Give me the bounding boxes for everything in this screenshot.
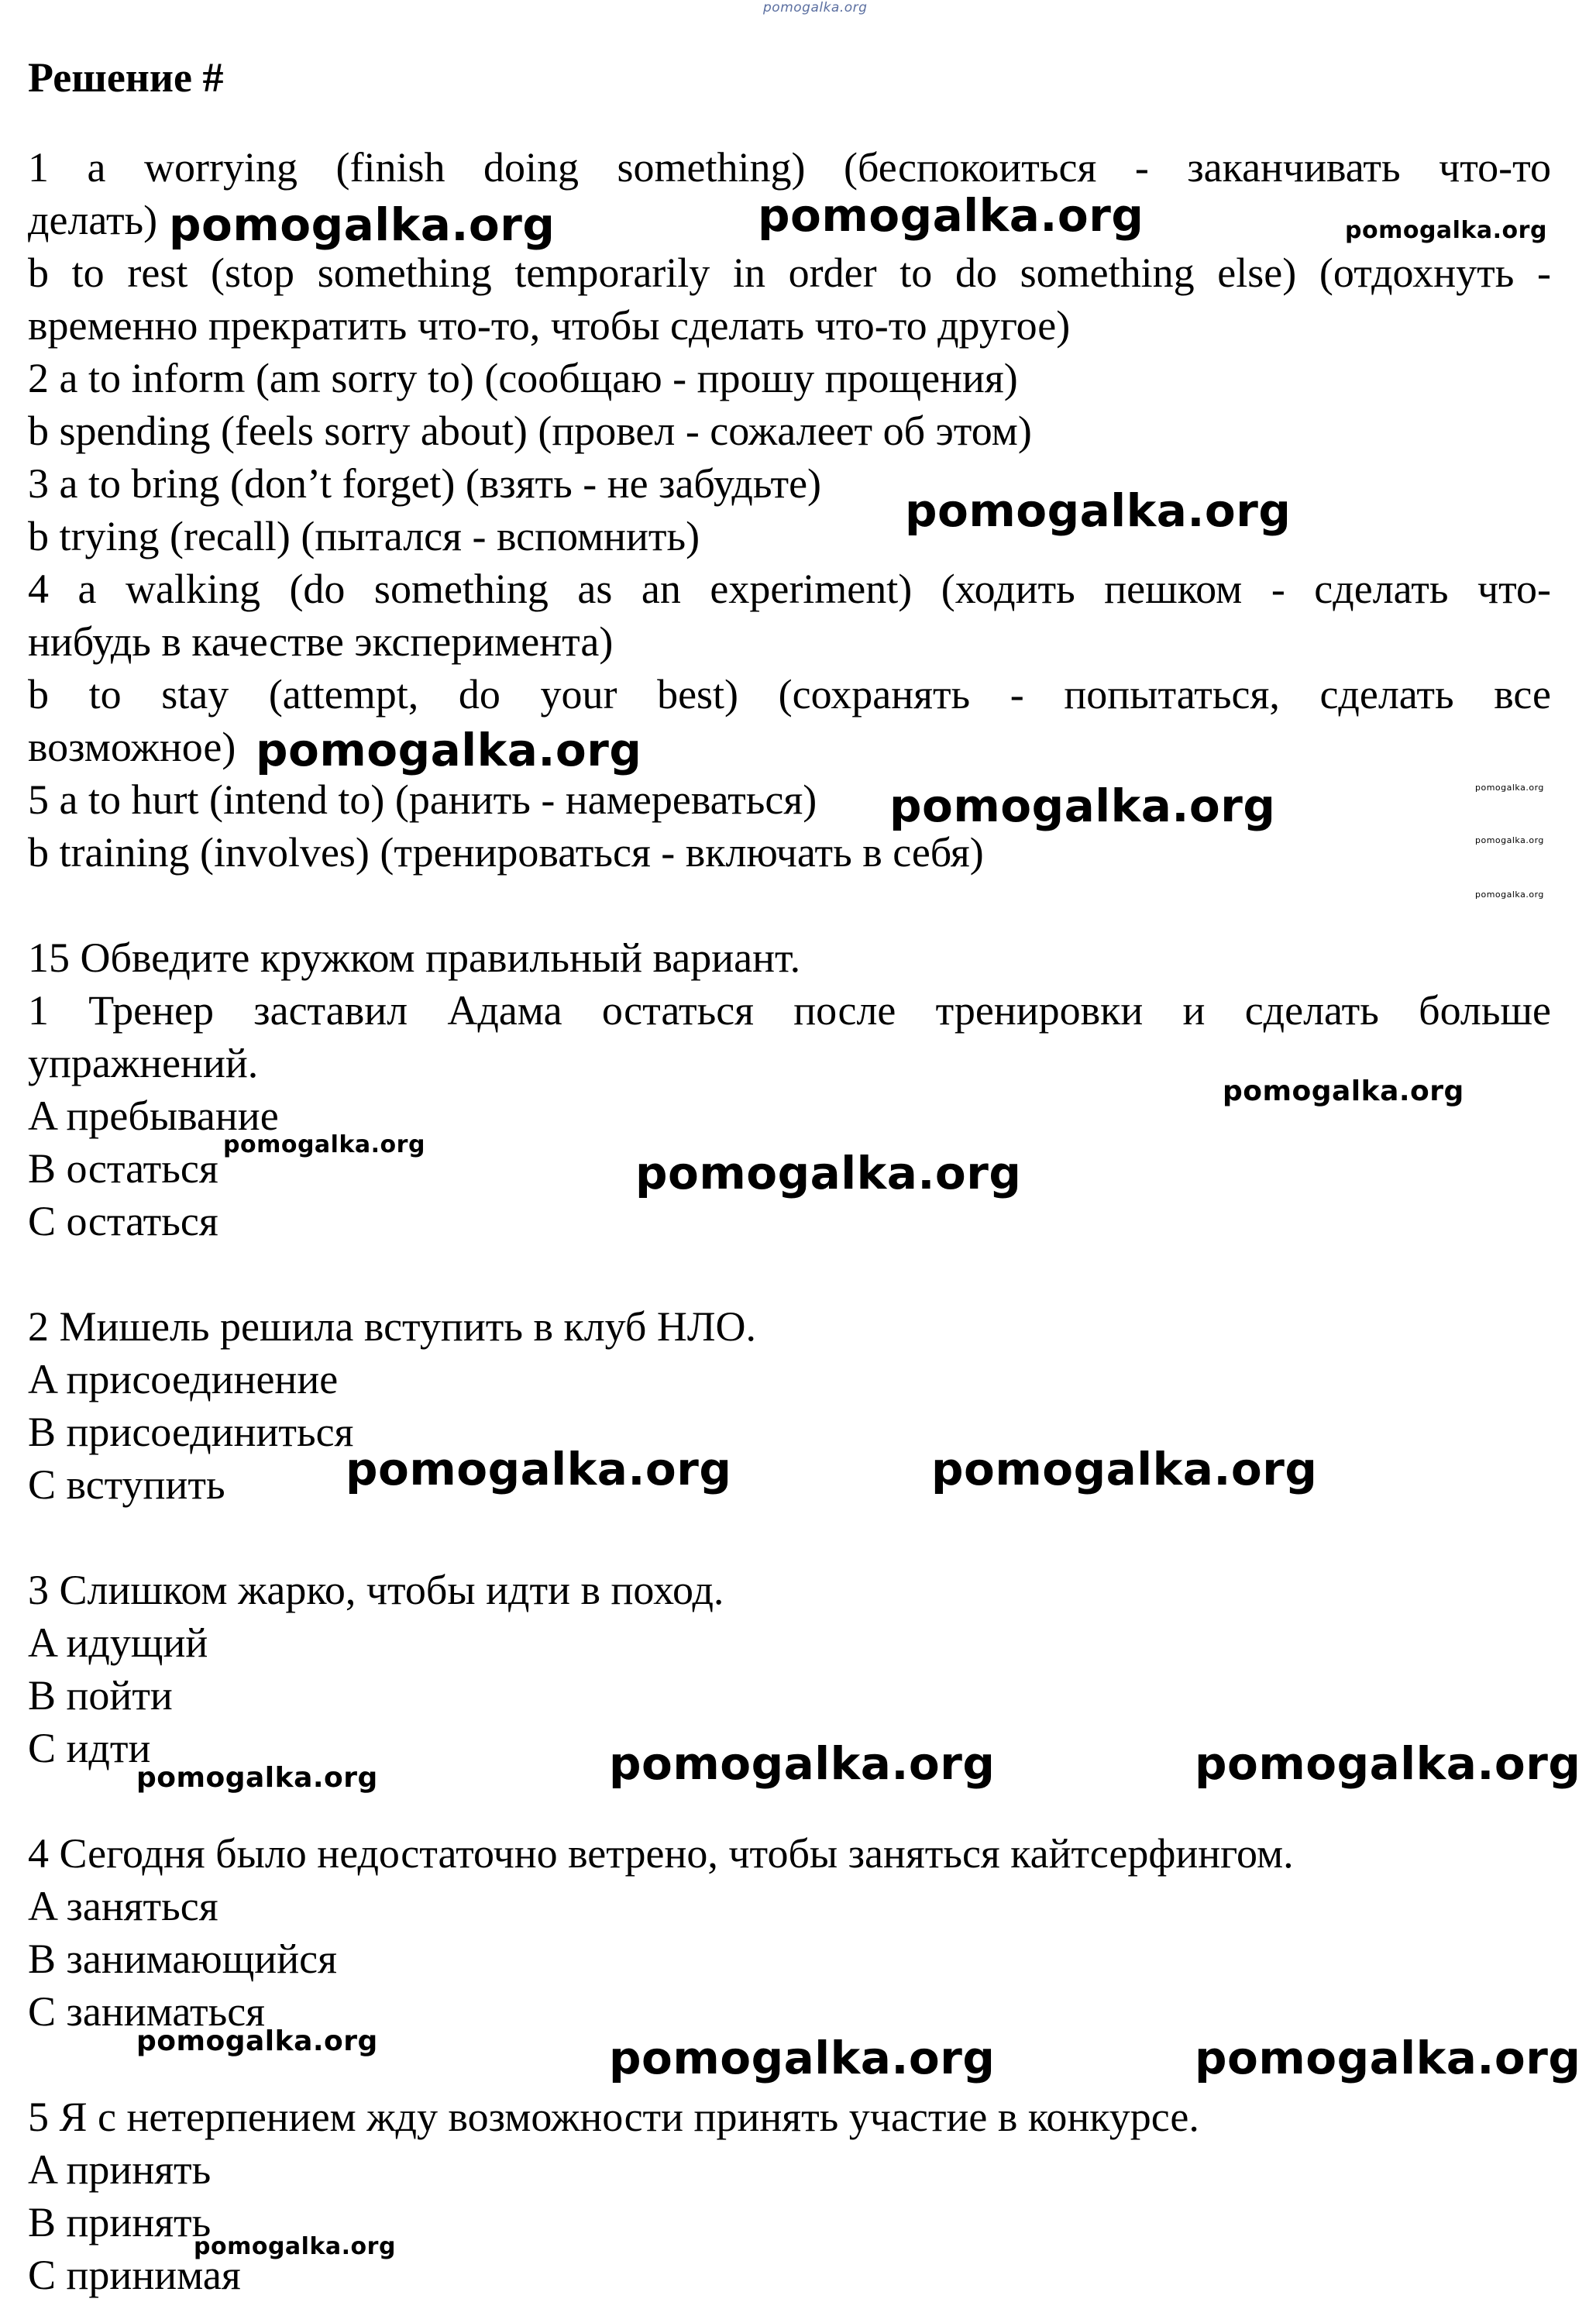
watermark: pomogalka.org	[609, 1737, 996, 1790]
question-text: упражнений.	[28, 1040, 259, 1086]
text-line: b to stay (attempt, do your best) (сохранять - попытаться, сделать все	[28, 671, 1551, 718]
answer-option: A пребывание	[28, 1093, 279, 1139]
watermark: pomogalka.org	[346, 1443, 732, 1495]
text-line: b spending (feels sorry about) (провел - сожалеет об этом)	[28, 408, 1032, 454]
exercise-heading: 15 Обведите кружком правильный вариант.	[28, 934, 801, 981]
watermark: pomogalka.org	[194, 2233, 396, 2260]
text-line: b training (involves) (тренироваться - включать в себя)	[28, 829, 984, 876]
answer-option: A идущий	[28, 1619, 208, 1666]
text-line: нибудь в качестве эксперимента)	[28, 618, 614, 665]
text-line: 1 a worrying (finish doing something) (беспокоиться - заканчивать что-то	[28, 144, 1551, 191]
question-text: 2 Мишель решила вступить в клуб НЛО.	[28, 1303, 757, 1350]
text-line: b to rest (stop something temporarily in order to do something else) (отдохнуть -	[28, 249, 1551, 296]
question-text: 1 Тренер заставил Адама остаться после тренировки и сделать больше	[28, 987, 1551, 1034]
text-line: 4 a walking (do something as an experiment) (ходить пешком - сделать что-	[28, 566, 1551, 612]
text-line: временно прекратить что-то, чтобы сделать что-то другое)	[28, 302, 1071, 349]
watermark: pomogalka.org	[889, 779, 1276, 832]
watermark: pomogalka.org	[758, 189, 1144, 242]
question-text: 3 Слишком жарко, чтобы идти в поход.	[28, 1567, 724, 1613]
watermark: pomogalka.org	[1195, 2032, 1581, 2084]
answer-option: A принять	[28, 2146, 212, 2193]
answer-option: C идти	[28, 1725, 151, 1771]
watermark: pomogalka.org	[609, 2032, 996, 2084]
answer-option: B пойти	[28, 1672, 173, 1719]
answer-option: B остаться	[28, 1145, 218, 1192]
answer-option: C принимая	[28, 2252, 241, 2298]
text-line: b trying (recall) (пытался - вспомнить)	[28, 513, 700, 559]
text-line: делать)	[28, 197, 158, 243]
text-line: 2 a to inform (am sorry to) (сообщаю - прошу прощения)	[28, 355, 1018, 401]
answer-option: B принять	[28, 2199, 212, 2245]
answer-option: A заняться	[28, 1883, 218, 1929]
question-text: 5 Я с нетерпением жду возможности принять участие в конкурсе.	[28, 2094, 1199, 2140]
watermark: pomogalka.org	[1195, 1737, 1581, 1790]
watermark: pomogalka.org	[169, 198, 556, 251]
question-text: 4 Сегодня было недостаточно ветрено, чтобы заняться кайтсерфингом.	[28, 1830, 1294, 1877]
answer-option: B занимающийся	[28, 1936, 337, 1982]
answer-option: A присоединение	[28, 1356, 339, 1402]
watermark: pomogalka.org	[1223, 1075, 1464, 1107]
text-line: возможное)	[28, 724, 236, 770]
answer-option: C вступить	[28, 1461, 225, 1508]
watermark: pomogalka.org	[931, 1443, 1318, 1495]
text-line: 5 a to hurt (intend to) (ранить - намереваться)	[28, 776, 817, 823]
text-line: 3 a to bring (don’t forget) (взять - не забудьте)	[28, 460, 822, 507]
answer-option: C остаться	[28, 1198, 218, 1244]
watermark: pomogalka.org	[1475, 890, 1544, 900]
page-title: Решение #	[28, 54, 224, 101]
watermark: pomogalka.org	[763, 0, 868, 15]
watermark: pomogalka.org	[136, 2025, 378, 2057]
watermark: pomogalka.org	[1345, 217, 1547, 244]
watermark: pomogalka.org	[905, 484, 1292, 537]
watermark: pomogalka.org	[256, 724, 642, 776]
watermark: pomogalka.org	[136, 1762, 378, 1794]
watermark: pomogalka.org	[635, 1147, 1022, 1199]
answer-option: C заниматься	[28, 1988, 266, 2035]
watermark: pomogalka.org	[1475, 835, 1544, 845]
watermark: pomogalka.org	[1475, 783, 1544, 793]
answer-option: B присоединиться	[28, 1409, 354, 1455]
watermark: pomogalka.org	[223, 1131, 425, 1158]
